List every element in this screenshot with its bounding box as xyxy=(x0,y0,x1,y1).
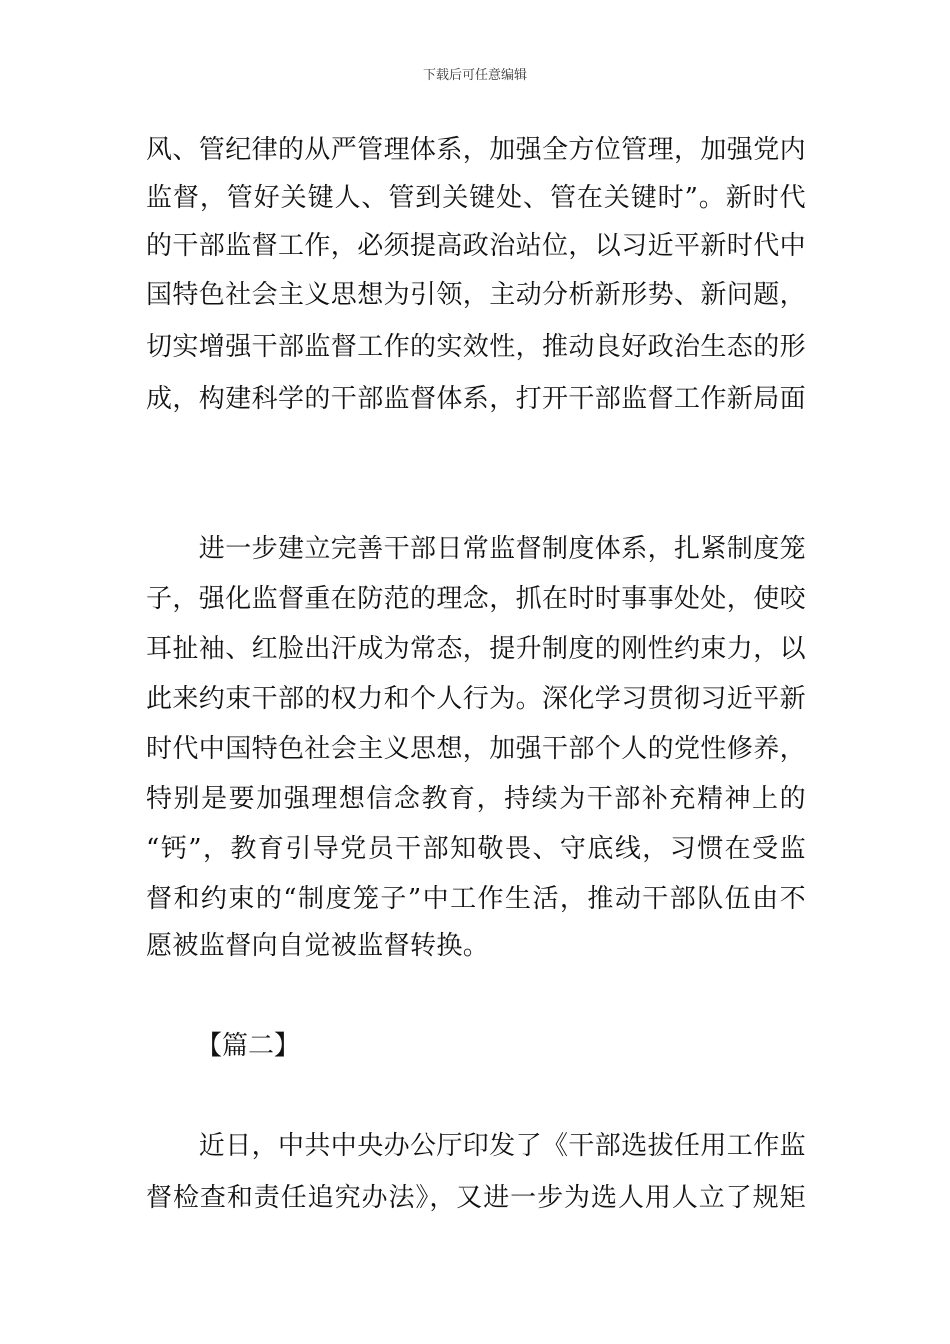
paragraph-2-line-3: 耳扯袖、红脸出汗成为常态，提升制度的刚性约束力，以 xyxy=(146,634,807,664)
paragraph-1-line-2: 监督，管好关键人、管到关键处、管在关键时”。新时代 xyxy=(146,183,806,213)
paragraph-2-line-5: 时代中国特色社会主义思想，加强干部个人的党性修养， xyxy=(146,734,807,764)
section-heading: 【篇二】 xyxy=(196,1031,301,1061)
paragraph-2-line-4: 此来约束干部的权力和个人行为。深化学习贯彻习近平新 xyxy=(146,684,807,714)
paragraph-3-line-2: 督检查和责任追究办法》，又进一步为选人用人立了规矩 xyxy=(146,1183,806,1213)
paragraph-1-line-4: 国特色社会主义思想为引领，主动分析新形势、新问题， xyxy=(146,280,807,310)
page-header-note: 下载后可任意编辑 xyxy=(422,68,527,83)
paragraph-1-line-1: 风、管纪律的从严管理体系，加强全方位管理，加强党内 xyxy=(146,135,807,165)
paragraph-2-line-9: 愿被监督向自觉被监督转换。 xyxy=(146,931,490,961)
paragraph-3-line-1: 近日，中共中央办公厅印发了《干部选拔任用工作监 xyxy=(146,1131,807,1161)
paragraph-2-line-6: 特别是要加强理想信念教育，持续为干部补充精神上的 xyxy=(146,784,806,814)
paragraph-2-line-7: “钙”，教育引导党员干部知敬畏、守底线，习惯在受监 xyxy=(146,834,806,864)
paragraph-1-line-6: 成，构建科学的干部监督体系，打开干部监督工作新局面 xyxy=(146,384,807,414)
paragraph-2-line-2: 子，强化监督重在防范的理念，抓在时时事事处处，使咬 xyxy=(146,584,807,614)
paragraph-1-line-5: 切实增强干部监督工作的实效性，推动良好政治生态的形 xyxy=(146,332,807,362)
paragraph-2-line-8: 督和约束的“制度笼子”中工作生活，推动干部队伍由不 xyxy=(146,884,806,914)
paragraph-2-line-1: 进一步建立完善干部日常监督制度体系，扎紧制度笼 xyxy=(146,534,807,564)
paragraph-1-line-3: 的干部监督工作，必须提高政治站位，以习近平新时代中 xyxy=(146,231,807,261)
